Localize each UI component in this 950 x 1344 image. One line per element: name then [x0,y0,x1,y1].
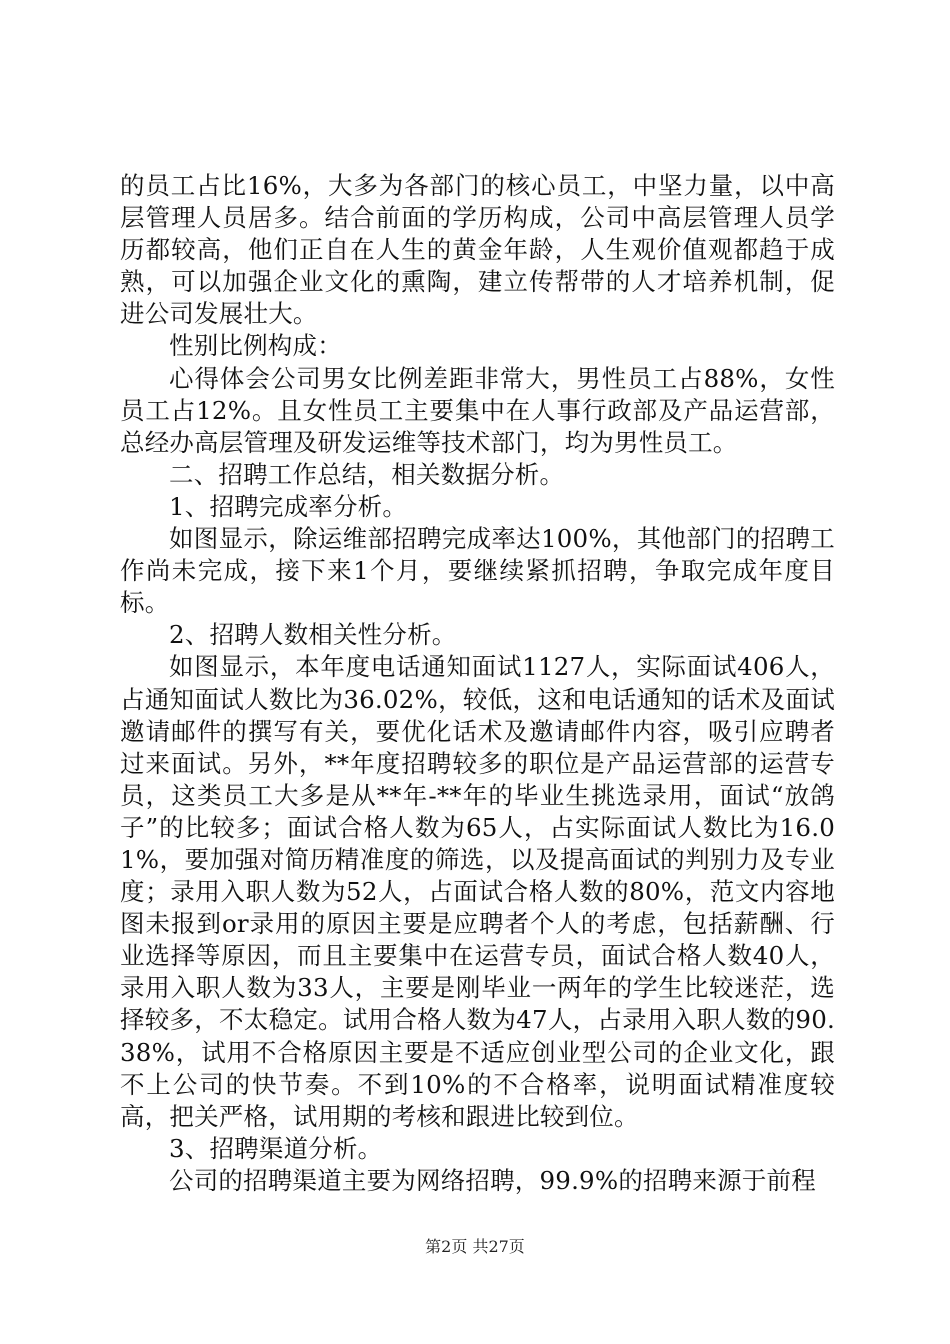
section-heading: 二、招聘工作总结，相关数据分析。 [169,459,565,489]
page-footer: 第2页 共27页 [425,1237,525,1256]
subsection-heading: 2、招聘人数相关性分析。 [169,620,457,650]
paragraph: 的员工占比16%，大多为各部门的核心员工，中坚力量，以中高层管理人员居多。结合前面的学历构成，公司中高层管理人员学历都较高，他们正自在人生的黄金年龄，人生观价值观都趋于成熟，可以加强企业文化的熏陶，建立传帮带的人才培养机制，促进公司发展壮大。 [120,171,835,329]
paragraph: 公司的招聘渠道主要为网络招聘，99.9%的招聘来源于前程 [169,1165,816,1195]
paragraph: 性别比例构成： [169,331,342,361]
subsection-heading: 1、招聘完成率分析。 [169,491,408,521]
paragraph: 心得体会公司男女比例差距非常大，男性员工占88%，女性员工占12%。且女性员工主要集中在人事行政部及产品运营部，总经办高层管理及研发运维等技术部门，均为男性员工。 [120,363,835,457]
subsection-heading: 3、招聘渠道分析。 [169,1133,383,1163]
paragraph: 如图显示，本年度电话通知面试1127人，实际面试406人，占通知面试人数比为36.02%，较低，这和电话通知的话术及面试邀请邮件的撰写有关，要优化话术及邀请邮件内容，吸引应聘者过来面试。另外，**年度招聘较多的职位是产品运营部的运营专员，这类员工大多是从**年-**年的毕业生挑选录用，面试“放鸽子”的比较多；面试合格人数为65人，占实际面试人数比为16.01%，要加强对简历精准度的筛选，以及提高面试的判别力及专业度；录用入职人数为52人，占面试合格人数的80%，范文内容地图未报到or录用的原因主要是应聘者个人的考虑，包括薪酬、行业选择等原因，而且主要集中在运营专员，面试合格人数40人，录用入职人数为33人，主要是刚毕业一两年的学生比较迷茫，选择较多，不太稳定。试用合格人数为47人，占录用入职人数的90.38%，试用不合格原因主要是不适应创业型公司的企业文化，跟不上公司的快节奏。不到10%的不合格率，说明面试精准度较高，把关严格，试用期的考核和跟进比较到位。 [120,652,835,1131]
document-body [120,170,835,1197]
paragraph: 如图显示，除运维部招聘完成率达100%，其他部门的招聘工作尚未完成，接下来1个月，要继续紧抓招聘，争取完成年度目标。 [120,524,835,618]
